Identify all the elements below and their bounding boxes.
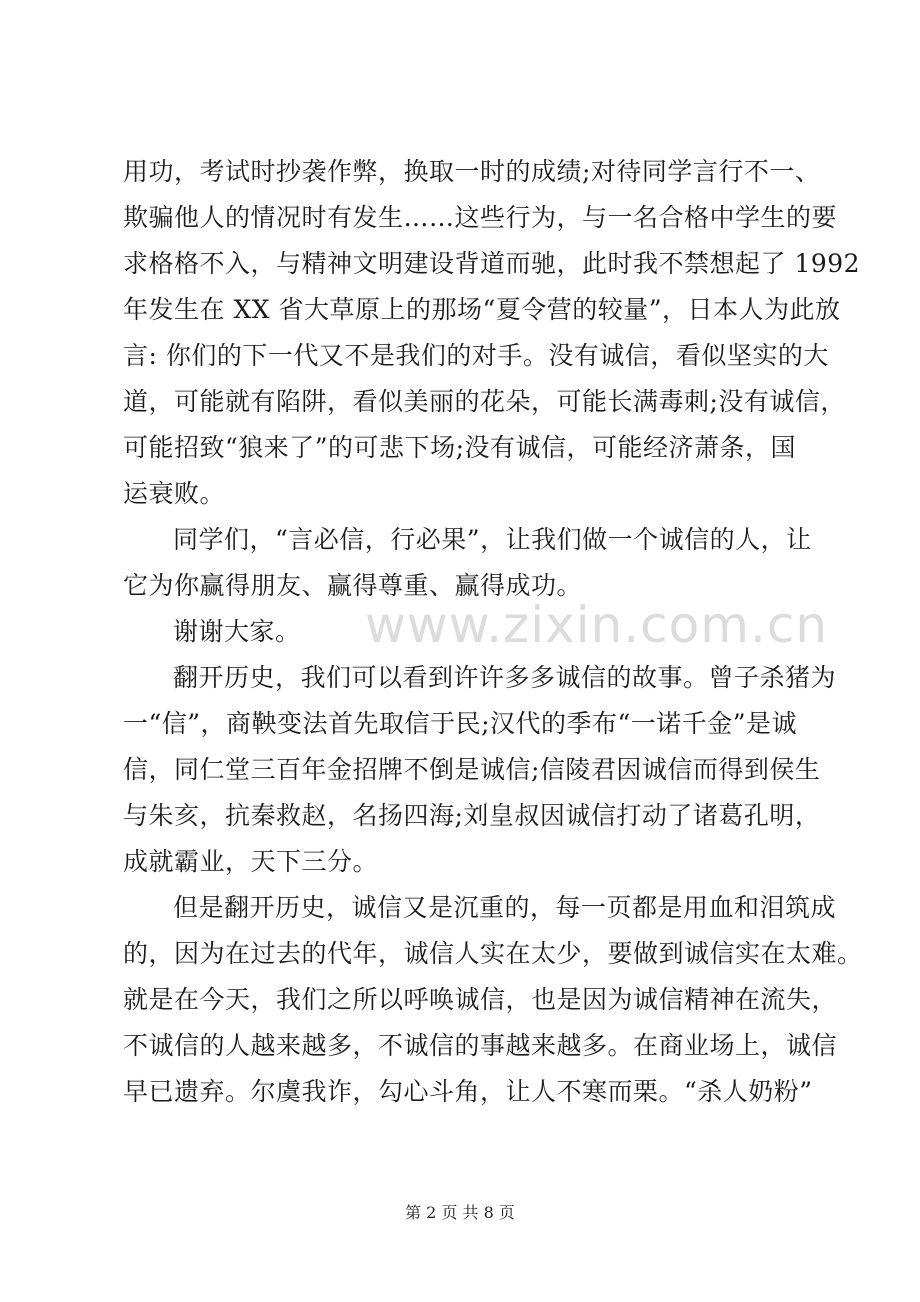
paragraph-line: 欺骗他人的情况时有发生……这些行为，与一名合格中学生的要 [123,203,838,232]
paragraph-line: 同学们，“言必信，行必果”，让我们做一个诚信的人，让 [173,525,812,554]
paragraph-line: 与朱亥，抗秦救赵，名扬四海;刘皇叔因诚信打动了诸葛孔明， [123,801,821,830]
watermark: www.zixin.com.cn [365,596,829,654]
page-footer: 第 2 页 共 8 页 [405,1203,515,1222]
paragraph-line: 翻开历史，我们可以看到许许多多诚信的故事。曾子杀猪为 [173,663,837,692]
paragraph-line: 一“信”，商鞅变法首先取信于民;汉代的季布“一诺千金”是诚 [123,709,798,738]
paragraph-line: 成就霸业，天下三分。 [123,847,379,876]
paragraph-line: 运衰败。 [123,479,226,508]
paragraph-line: 信，同仁堂三百年金招牌不倒是诚信;信陵君因诚信而得到侯生 [123,755,821,784]
paragraph-line: 就是在今天，我们之所以呼唤诚信，也是因为诚信精神在流失， [123,985,838,1014]
paragraph-line: 求格格不入，与精神文明建设背道而驰，此时我不禁想起了 1992 [123,249,861,278]
paragraph-line: 它为你赢得朋友、赢得尊重、赢得成功。 [123,571,583,600]
paragraph-line: 但是翻开历史，诚信又是沉重的，每一页都是用血和泪筑成 [173,893,837,922]
paragraph-line: 言: 你们的下一代又不是我们的对手。没有诚信，看似坚实的大 [123,341,829,370]
paragraph-line: 可能招致“狼来了”的可悲下场;没有诚信，可能经济萧条，国 [123,433,796,462]
paragraph-line: 不诚信的人越来越多，不诚信的事越来越多。在商业场上，诚信 [123,1031,838,1060]
paragraph-line: 的，因为在过去的代年，诚信人实在太少，要做到诚信实在太难。 [123,939,863,968]
paragraph-line: 道，可能就有陷阱，看似美丽的花朵，可能长满毒刺;没有诚信， [123,387,846,416]
paragraph-line: 谢谢大家。 [173,617,301,646]
paragraph-line: 早已遗弃。尔虞我诈，勾心斗角，让人不寒而栗。“杀人奶粉” [123,1077,813,1106]
paragraph-line: 年发生在 XX 省大草原上的那场“夏令营的较量”，日本人为此放 [123,295,841,324]
paragraph-line: 用功，考试时抄袭作弊，换取一时的成绩;对待同学言行不一、 [123,157,821,186]
